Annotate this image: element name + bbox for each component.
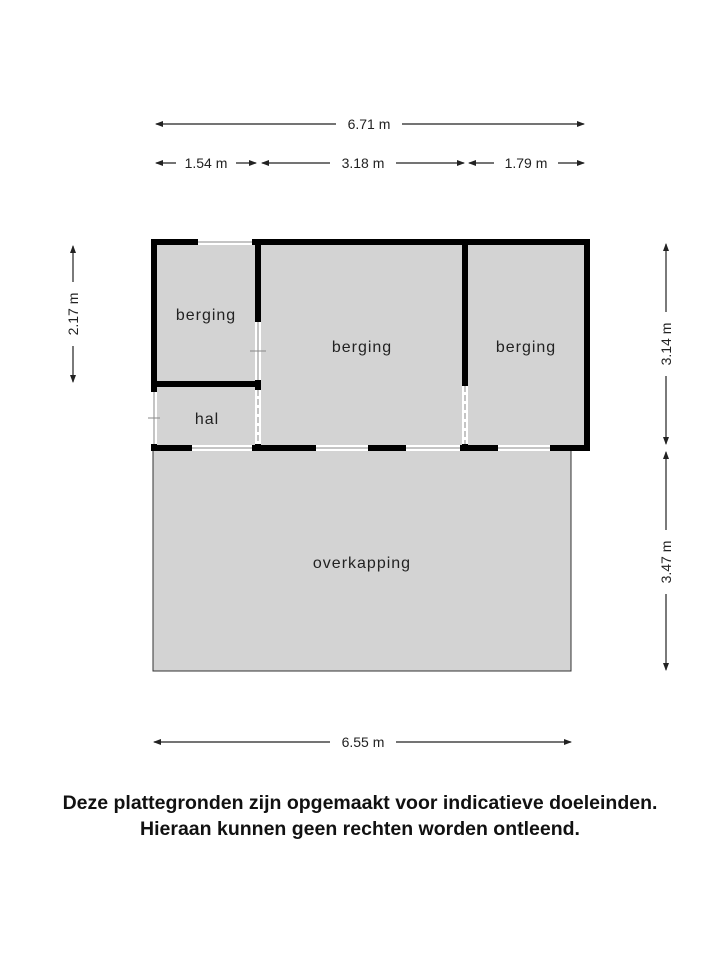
dimension-label-top-seg-3: 1.79 m	[504, 155, 548, 171]
disclaimer-line-1: Deze plattegronden zijn opgemaakt voor indicatieve doeleinden.	[62, 792, 658, 814]
dimension-label-top-seg-1: 1.54 m	[184, 155, 228, 171]
dimension-top-segments	[156, 155, 584, 171]
dimension-top-total	[156, 116, 584, 132]
dimension-bottom	[154, 734, 571, 750]
dimension-right-upper	[658, 244, 674, 444]
room-label-overkapping: overkapping	[312, 555, 412, 572]
dimension-label-bottom: 6.55 m	[341, 734, 385, 750]
room-label-berging-right: berging	[495, 339, 557, 356]
disclaimer-line-2: Hieraan kunnen geen rechten worden ontleend.	[140, 818, 580, 840]
room-label-berging-small: berging	[175, 307, 237, 324]
room-label-berging-middle: berging	[331, 339, 393, 356]
dimension-label-right-upper: 3.14 m	[658, 322, 674, 366]
dimension-right-lower	[658, 452, 674, 670]
dimension-label-right-lower: 3.47 m	[658, 540, 674, 584]
dimension-label-top-total: 6.71 m	[347, 116, 391, 132]
room-label-hal: hal	[194, 411, 220, 428]
dimension-label-top-seg-2: 3.18 m	[341, 155, 385, 171]
dimension-left	[65, 246, 81, 382]
disclaimer	[0, 790, 720, 842]
dimension-label-left: 2.17 m	[65, 292, 81, 336]
